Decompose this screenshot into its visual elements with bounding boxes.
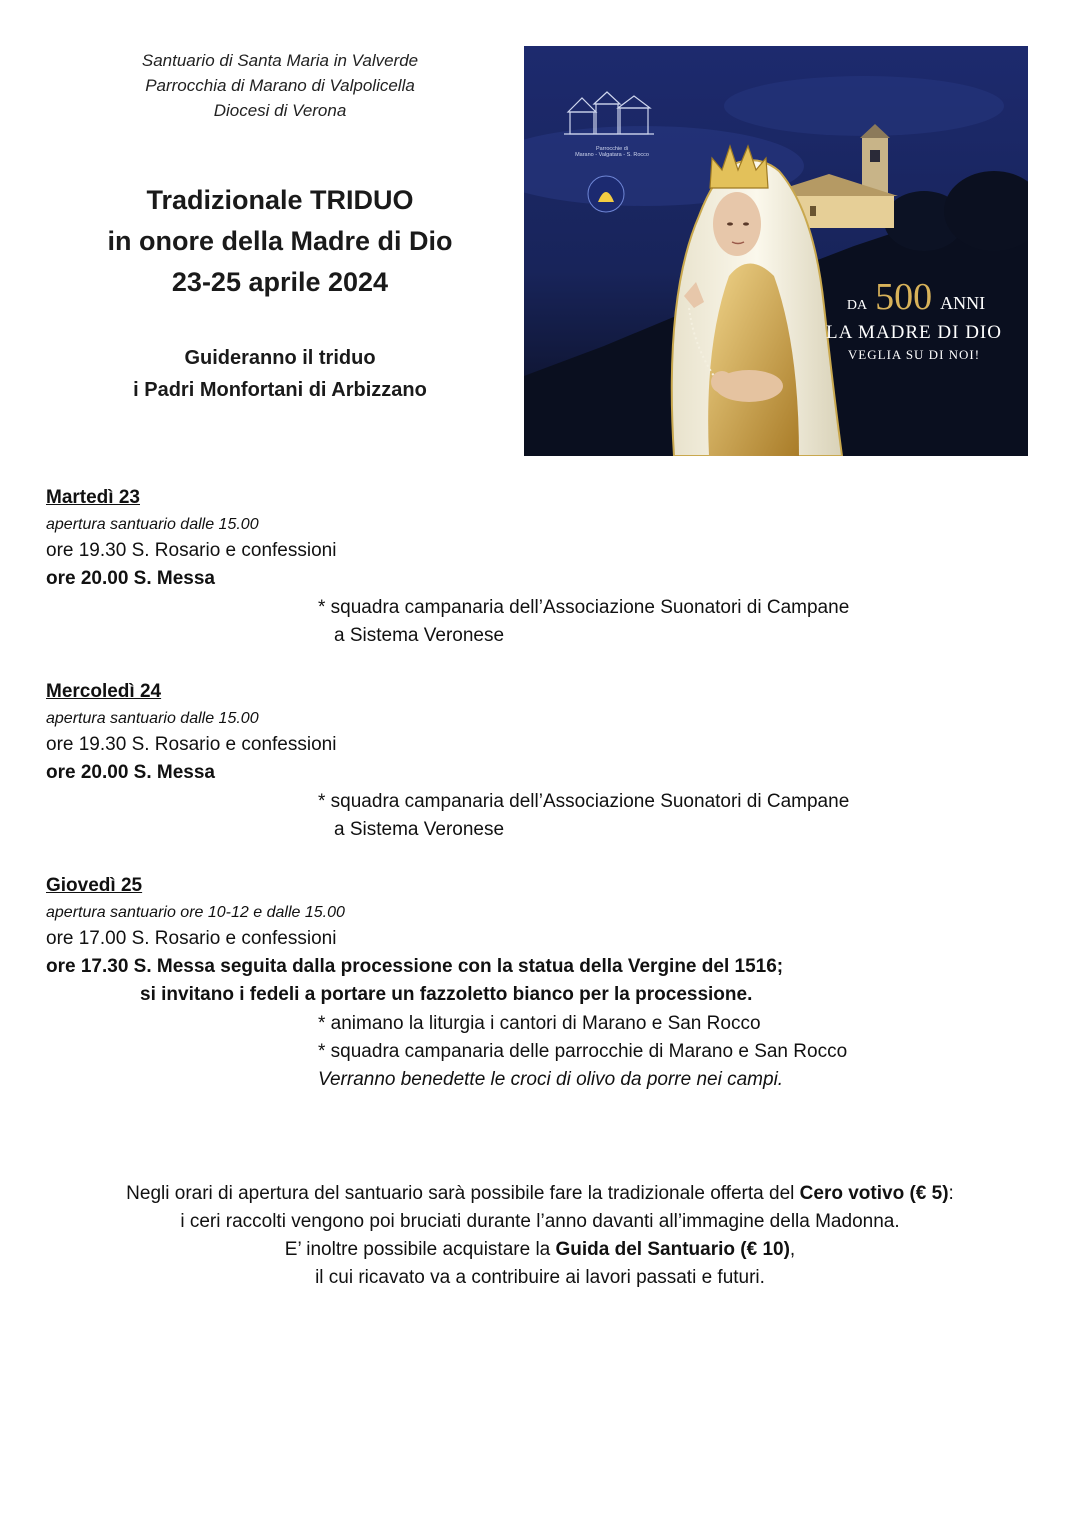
poster-number: 500 xyxy=(875,276,933,318)
guide-line-1: Guideranno il triduo xyxy=(184,347,376,369)
note-line-1: * squadra campanaria dell’Associazione Suonatori di Campane xyxy=(318,597,850,618)
footer-line-3-end: , xyxy=(789,1239,796,1260)
header-line-diocese: Diocesi di Verona xyxy=(213,101,347,120)
poster-anni: ANNI xyxy=(940,293,986,313)
guide-line-2: i Padri Monfortani di Arbizzano xyxy=(133,379,427,401)
poster-line-3: VEGLIA SU DI NOI! xyxy=(847,347,981,362)
title-line-3: 23-25 aprile 2024 xyxy=(171,267,389,297)
day-wednesday-notes xyxy=(318,788,849,844)
day-wednesday xyxy=(46,678,336,787)
logo-caption-2: Marano - Valgatara - S. Rocco xyxy=(575,152,649,158)
footer-line-1-text: Negli orari di apertura del santuario sarà possibile fare la tradizionale offerta del xyxy=(126,1183,800,1204)
procession-note: si invitano i fedeli a portare un fazzoletto bianco per la processione. xyxy=(140,984,753,1005)
day-name: Mercoledì 24 xyxy=(46,681,162,702)
footer-line-3-text: E’ inoltre possibile acquistare la xyxy=(284,1239,556,1260)
footer-line-3 xyxy=(40,1236,1040,1264)
rosary-time: ore 19.30 S. Rosario e confessioni xyxy=(46,540,337,561)
footer-line-4: il cui ricavato va a contribuire ai lavori passati e futuri. xyxy=(315,1267,765,1288)
footer-info xyxy=(40,1180,1040,1292)
day-thursday-notes xyxy=(318,1010,847,1094)
logo-caption-1: Parrocchie di xyxy=(595,146,629,152)
title-line-2: in onore della Madre di Dio xyxy=(107,226,453,256)
footer-line-1-end: : xyxy=(948,1183,954,1204)
votive-candle-offer: Cero votivo (€ 5) xyxy=(799,1183,949,1204)
guide-text xyxy=(60,342,500,406)
madonna-poster-image xyxy=(524,46,1028,456)
poster-line-2: LA MADRE DI DIO xyxy=(826,322,1002,343)
mass-time: ore 17.30 S. Messa seguita dalla processione con la statua della Vergine del 1516; xyxy=(46,956,784,977)
opening-hours: apertura santuario dalle 15.00 xyxy=(46,710,259,727)
opening-hours: apertura santuario dalle 15.00 xyxy=(46,516,259,533)
header-line-sanctuary: Santuario di Santa Maria in Valverde xyxy=(141,51,419,70)
event-title xyxy=(60,180,500,303)
note-line-1: * animano la liturgia i cantori di Marano e San Rocco xyxy=(318,1013,761,1034)
poster-illustration xyxy=(524,46,1028,456)
day-name: Martedì 23 xyxy=(46,487,140,508)
day-name: Giovedì 25 xyxy=(46,875,143,896)
note-line-3: Verranno benedette le croci di olivo da porre nei campi. xyxy=(318,1069,784,1090)
rosary-time: ore 17.00 S. Rosario e confessioni xyxy=(46,928,337,949)
footer-line-1 xyxy=(40,1180,1040,1208)
note-line-2: a Sistema Veronese xyxy=(334,819,505,840)
sanctuary-header xyxy=(60,48,500,123)
mass-time: ore 20.00 S. Messa xyxy=(46,568,215,589)
title-line-1: Tradizionale TRIDUO xyxy=(146,185,414,215)
footer-line-2: i ceri raccolti vengono poi bruciati durante l’anno davanti all’immagine della Madonna. xyxy=(180,1211,900,1232)
day-tuesday xyxy=(46,484,336,593)
sanctuary-guide-offer: Guida del Santuario (€ 10) xyxy=(555,1239,790,1260)
opening-hours: apertura santuario ore 10-12 e dalle 15.00 xyxy=(46,904,345,921)
day-tuesday-notes xyxy=(318,594,849,650)
note-line-2: a Sistema Veronese xyxy=(334,625,505,646)
rosary-time: ore 19.30 S. Rosario e confessioni xyxy=(46,734,337,755)
poster-da: DA xyxy=(846,298,868,313)
mass-time: ore 20.00 S. Messa xyxy=(46,762,215,783)
header-line-parish: Parrocchia di Marano di Valpolicella xyxy=(145,76,415,95)
day-thursday xyxy=(46,872,783,1009)
note-line-2: * squadra campanaria delle parrocchie di Marano e San Rocco xyxy=(318,1041,848,1062)
note-line-1: * squadra campanaria dell’Associazione Suonatori di Campane xyxy=(318,791,850,812)
